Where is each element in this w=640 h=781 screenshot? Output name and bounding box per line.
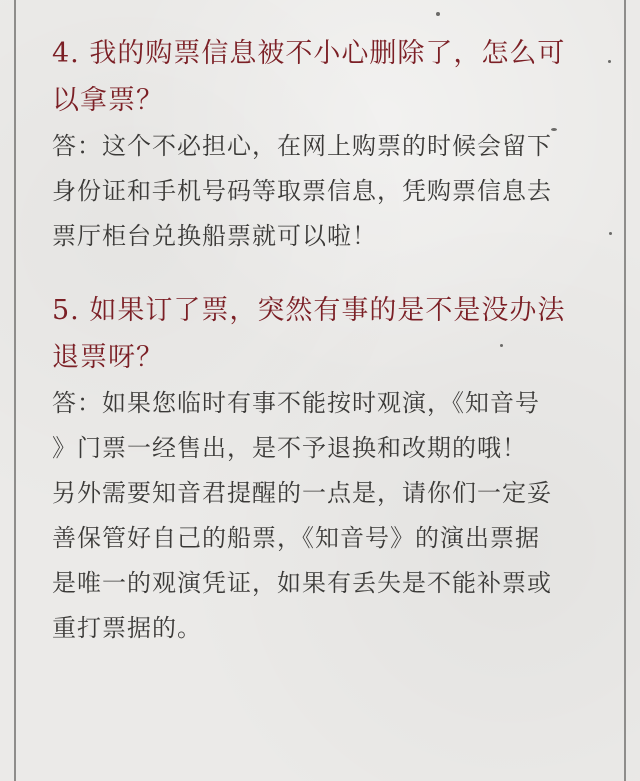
answer-line: 身份证和手机号码等取票信息，凭购票信息去 [52, 177, 552, 205]
answer-line: 善保管好自己的船票，《知音号》的演出票据 [52, 524, 540, 552]
faq-content [52, 30, 597, 651]
question-line: 以拿票？ [52, 85, 164, 116]
faq-item-4 [52, 30, 597, 259]
left-border-line [14, 0, 16, 781]
faq-answer [52, 124, 597, 259]
faq-question [52, 30, 597, 124]
right-border-line [624, 0, 626, 781]
question-line: 退票呀？ [52, 342, 164, 373]
paper-speck [608, 60, 611, 63]
paper-speck [436, 12, 440, 16]
answer-line: 》门票一经售出，是不予退换和改期的哦！ [52, 434, 527, 462]
answer-line: 重打票据的。 [52, 614, 202, 642]
paper-speck [609, 232, 612, 235]
faq-item-5 [52, 287, 597, 651]
answer-line: 另外需要知音君提醒的一点是，请你们一定妥 [52, 479, 552, 507]
question-line: 4. 我的购票信息被不小心删除了，怎么可 [52, 38, 566, 69]
faq-question [52, 287, 597, 381]
answer-line: 答：如果您临时有事不能按时观演，《知音号 [52, 389, 540, 417]
answer-line: 票厅柜台兑换船票就可以啦！ [52, 222, 377, 250]
answer-line: 是唯一的观演凭证，如果有丢失是不能补票或 [52, 569, 552, 597]
faq-answer [52, 381, 597, 651]
question-line: 5. 如果订了票，突然有事的是不是没办法 [52, 295, 566, 326]
answer-line: 答：这个不必担心，在网上购票的时候会留下 [52, 132, 552, 160]
